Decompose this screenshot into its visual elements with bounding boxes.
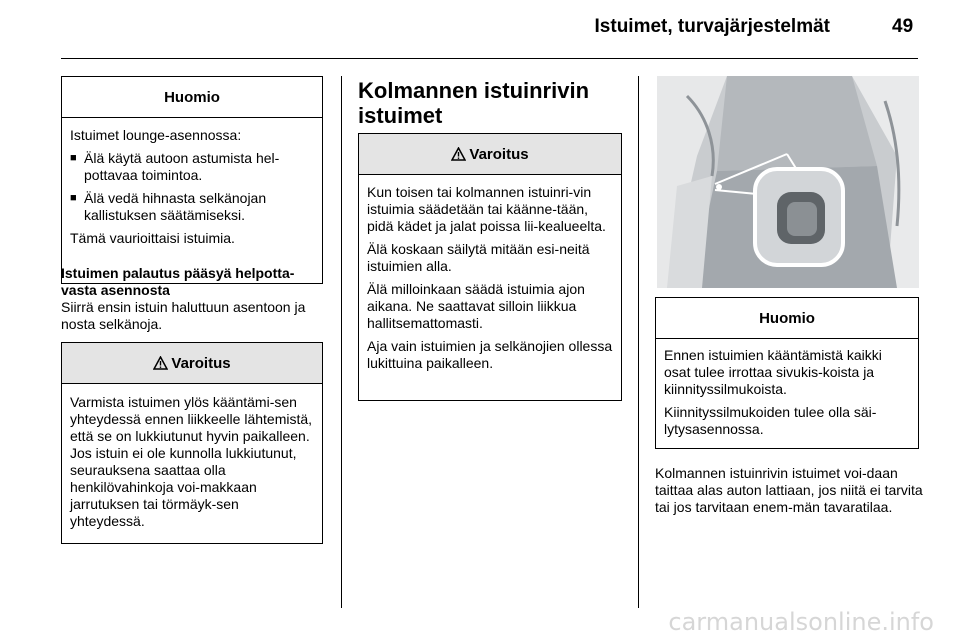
restore-paragraph: Siirrä ensin istuin haluttuun asentoon ja nosta selkänoja. xyxy=(61,299,306,332)
note-intro: Istuimet lounge-asennossa: xyxy=(70,127,242,143)
warning-heading: Varoitus xyxy=(469,145,529,163)
warning-heading: Varoitus xyxy=(171,354,231,372)
warning-triangle-icon xyxy=(153,356,168,370)
warning-triangle-icon xyxy=(451,147,466,161)
note-box-right xyxy=(655,297,919,449)
warning-paragraph: Aja vain istuimien ja selkänojien ollessa lukittuina paikalleen. xyxy=(367,338,613,371)
note-box-heading: Huomio xyxy=(656,298,918,339)
section-title: Kolmannen istuinrivin istuimet xyxy=(358,78,590,128)
header-rule xyxy=(61,58,918,59)
fold-paragraph: Kolmannen istuinrivin istuimet voi-daan taittaa alas auton lattiaan, jos niitä ei tarvita tai jos tarvitaan enem-män tavaratilaa. xyxy=(655,465,923,515)
watermark: carmanualsonline.info xyxy=(668,608,934,636)
cargo-area-illustration xyxy=(657,76,919,288)
running-header-title: Istuimet, turvajärjestelmät xyxy=(594,16,830,37)
page-number: 49 xyxy=(892,16,914,37)
bullet-square-icon: ■ xyxy=(70,192,77,204)
bullet-square-icon: ■ xyxy=(70,152,77,164)
note-paragraph: Kiinnityssilmukoiden tulee olla säi-lytysasennossa. xyxy=(664,404,877,437)
warning-body: Varmista istuimen ylös kääntämi-sen yhteydessä ennen liikkeelle lähtemistä, että se on lukkiutunut hyvin paikalleen. Jos istuin ei ole kunnolla lukkiutunut, seurauksena saattaa olla henkilövahinkoja voi-makkaan jarrutuksen tai törmäyk-sen yhteydessä. xyxy=(70,394,313,529)
column-divider-left xyxy=(341,76,342,608)
warning-box-middle xyxy=(358,133,622,401)
restore-section xyxy=(61,265,326,333)
restore-subheading: Istuimen palautus pääsyä helpotta-vasta asennosta xyxy=(61,265,295,298)
warning-box-left xyxy=(61,342,323,544)
note-footer: Tämä vaurioittaisi istuimia. xyxy=(70,230,235,246)
note-bullet: ■ Älä käytä autoon astumista hel-pottavaa toimintoa. xyxy=(70,150,280,183)
note-box-lounge xyxy=(61,76,323,284)
note-bullet: ■ Älä vedä hihnasta selkänojan kallistuksen säätämiseksi. xyxy=(70,190,267,223)
note-box-heading: Huomio xyxy=(62,77,322,118)
column-divider-right xyxy=(638,76,639,608)
warning-paragraph: Älä koskaan säilytä mitään esi-neitä istuimien alla. xyxy=(367,241,590,274)
warning-paragraph: Älä milloinkaan säädä istuimia ajon aikana. Ne saattavat silloin liikkua hallitsemattomasti. xyxy=(367,281,585,331)
warning-paragraph: Kun toisen tai kolmannen istuinri-vin istuimia säädetään tai käänne-tään, pidä kädet ja jalat poissa lii-kealueelta. xyxy=(367,184,606,234)
note-paragraph: Ennen istuimien kääntämistä kaikki osat tulee irrottaa sivukis-koista ja kiinnityssilmukoista. xyxy=(664,347,882,397)
